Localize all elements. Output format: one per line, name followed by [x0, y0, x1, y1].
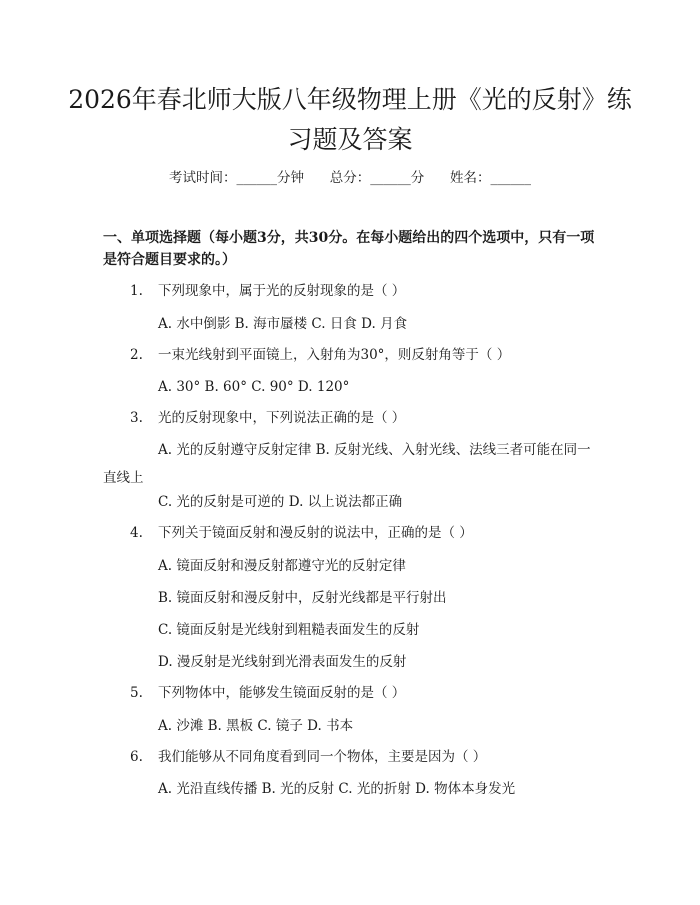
question-text: 下列物体中，能够发生镜面反射的是（ ） [158, 685, 406, 701]
question-4-option-d: D. 漫反射是光线射到光滑表面发生的反射 [158, 654, 407, 670]
exam-info-line [0, 168, 700, 188]
question-4-option-c: C. 镜面反射是光线射到粗糙表面发生的反射 [158, 622, 420, 638]
question-5-options: A. 沙滩 B. 黑板 C. 镜子 D. 书本 [158, 718, 354, 734]
section-heading: 一、单项选择题（每小题3分，共30分。在每小题给出的四个选项中，只有一项是符合题目要求的。） [103, 230, 595, 268]
question-number: 2. [130, 347, 143, 363]
question-1-options: A. 水中倒影 B. 海市蜃楼 C. 日食 D. 月食 [158, 316, 408, 332]
document-title: 2026年春北师大版八年级物理上册《光的反射》练习题及答案 [68, 85, 632, 154]
question-number: 3. [130, 410, 143, 426]
question-4-option-a: A. 镜面反射和漫反射都遵守光的反射定律 [158, 558, 406, 574]
total-score-field: 总分：______分 [329, 170, 425, 186]
question-3-option-ab: A. 光的反射遵守反射定律 B. 反射光线、入射光线、法线三者可能在同一直线上 [103, 442, 591, 486]
exam-time-field: 考试时间：______分钟 [169, 170, 304, 186]
question-number: 4. [130, 525, 143, 541]
question-text: 下列现象中，属于光的反射现象的是（ ） [158, 283, 406, 299]
question-text: 下列关于镜面反射和漫反射的说法中，正确的是（ ） [158, 525, 473, 541]
question-text: 我们能够从不同角度看到同一个物体，主要是因为（ ） [158, 749, 487, 765]
question-3-option-cd: C. 光的反射是可逆的 D. 以上说法都正确 [158, 494, 403, 510]
question-number: 1. [130, 283, 143, 299]
question-4-option-b: B. 镜面反射和漫反射中，反射光线都是平行射出 [158, 590, 447, 606]
question-text: 光的反射现象中，下列说法正确的是（ ） [158, 410, 406, 426]
question-2-options: A. 30° B. 60° C. 90° D. 120° [158, 379, 350, 395]
name-field: 姓名：______ [450, 170, 531, 186]
question-text: 一束光线射到平面镜上，入射角为30°，则反射角等于（ ） [158, 347, 511, 363]
question-number: 6. [130, 749, 143, 765]
question-6-options: A. 光沿直线传播 B. 光的反射 C. 光的折射 D. 物体本身发光 [158, 781, 516, 797]
question-number: 5. [130, 685, 143, 701]
